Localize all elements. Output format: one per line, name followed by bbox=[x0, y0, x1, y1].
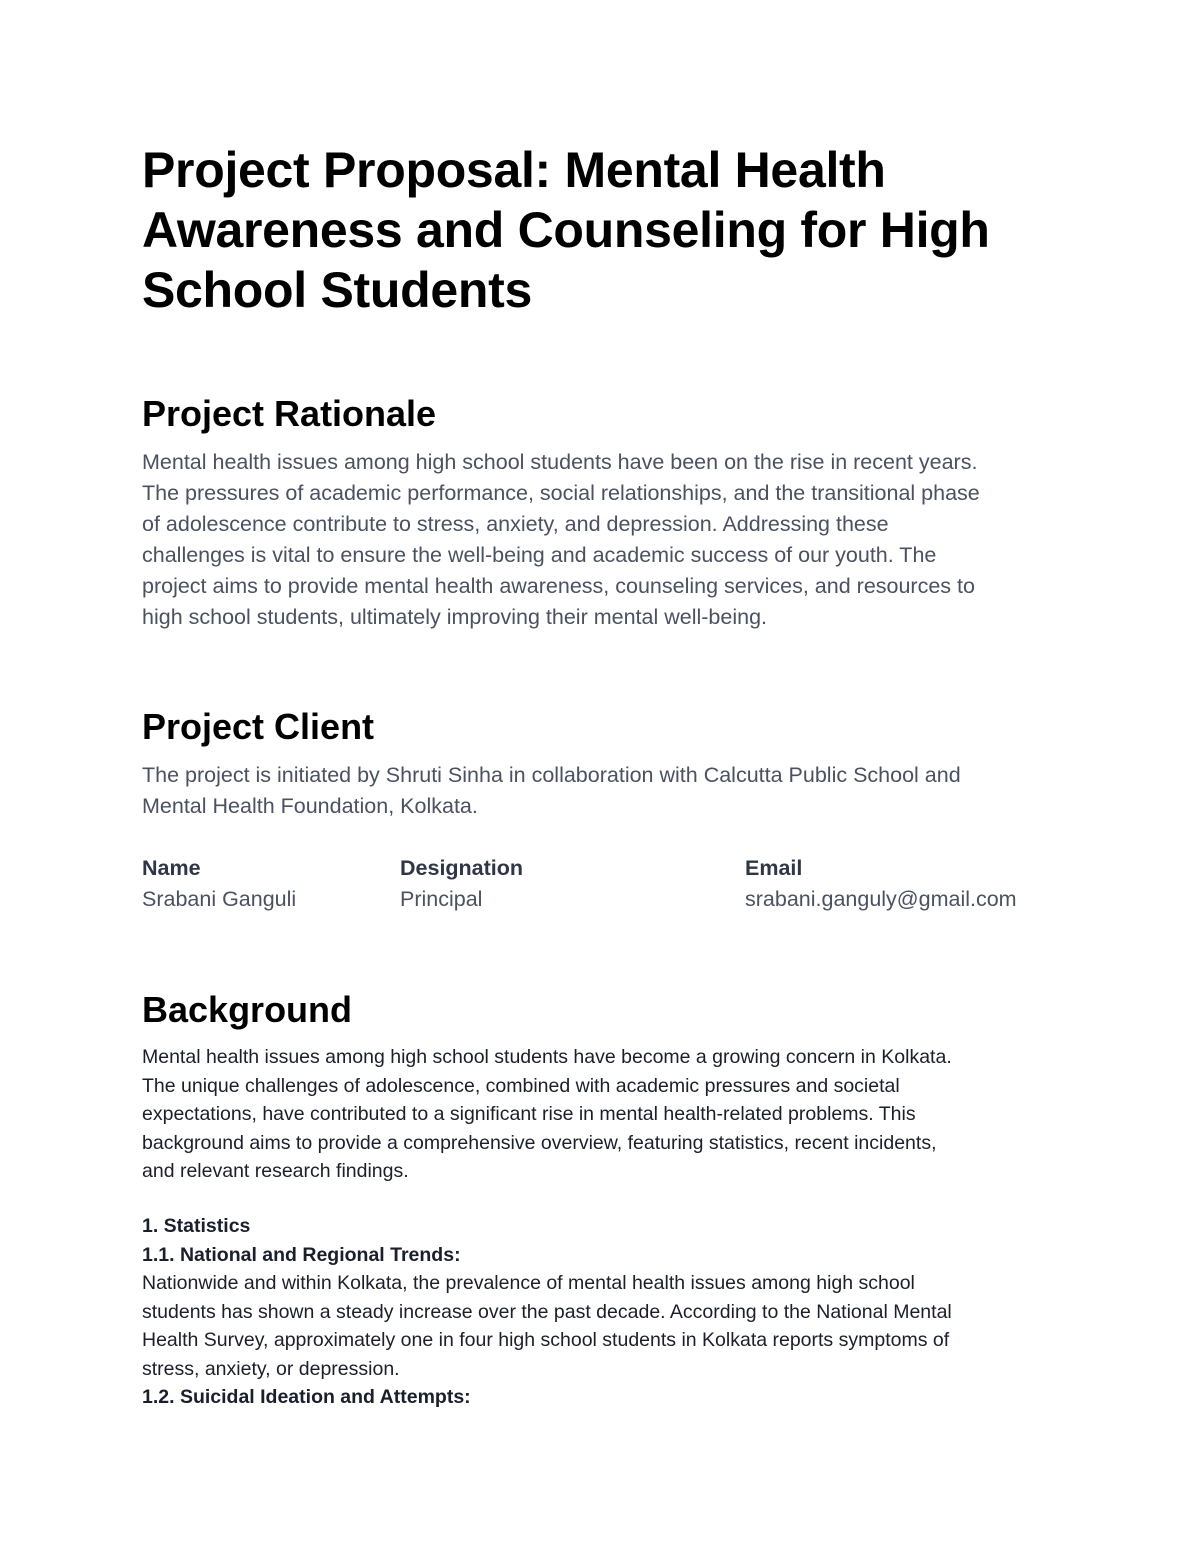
email-column bbox=[745, 853, 1017, 915]
rationale-paragraph bbox=[142, 447, 1072, 633]
paragraph-line: stress, anxiety, or depression. bbox=[142, 1357, 400, 1380]
statistics-section bbox=[142, 1212, 1072, 1412]
column-header: Email bbox=[745, 856, 803, 880]
paragraph-line: The pressures of academic performance, social relationships, and the transitional phase bbox=[142, 481, 980, 505]
paragraph-line: Mental health issues among high school students have been on the rise in recent years. bbox=[142, 450, 978, 474]
column-header: Designation bbox=[400, 856, 524, 880]
designation-column bbox=[400, 853, 523, 915]
rationale-heading: Project Rationale bbox=[142, 393, 437, 434]
section-heading: 1. Statistics bbox=[142, 1215, 251, 1237]
client-heading-block bbox=[142, 705, 1072, 749]
title-line: School Students bbox=[142, 262, 532, 318]
paragraph-line: high school students, ultimately improving their mental well-being. bbox=[142, 605, 768, 629]
column-header: Name bbox=[142, 856, 201, 880]
paragraph-line: The project is initiated by Shruti Sinha in collaboration with Calcutta Public School and bbox=[142, 763, 961, 787]
paragraph-line: Mental health issues among high school students have become a growing concern in Kolkata. bbox=[142, 1046, 952, 1068]
paragraph-line: The unique challenges of adolescence, combined with academic pressures and societal bbox=[142, 1074, 900, 1097]
title-line: Awareness and Counseling for High bbox=[142, 202, 990, 258]
paragraph-line: Health Survey, approximately one in four high school students in Kolkata reports symptoms of bbox=[142, 1329, 950, 1351]
email-link[interactable]: srabani.ganguly@gmail.com bbox=[745, 887, 1017, 911]
paragraph-line: of adolescence contribute to stress, anxiety, and depression. Addressing these bbox=[142, 512, 889, 536]
background-heading: Background bbox=[142, 989, 353, 1030]
background-heading-block bbox=[142, 988, 1072, 1032]
paragraph-line: students has shown a steady increase over the past decade. According to the National Mental bbox=[142, 1300, 952, 1323]
name-column bbox=[142, 853, 296, 915]
paragraph-line: Mental Health Foundation, Kolkata. bbox=[142, 794, 478, 818]
document-title bbox=[142, 140, 1072, 320]
table-cell: Principal bbox=[400, 887, 483, 911]
paragraph-line: challenges is vital to ensure the well-being and academic success of our youth. The bbox=[142, 543, 937, 567]
subsection-heading: 1.1. National and Regional Trends: bbox=[142, 1243, 461, 1266]
paragraph-line: background aims to provide a comprehensive overview, featuring statistics, recent incidents, bbox=[142, 1131, 937, 1154]
table-cell: Srabani Ganguli bbox=[142, 887, 297, 911]
paragraph-line: and relevant research findings. bbox=[142, 1160, 409, 1182]
paragraph-line: project aims to provide mental health awareness, counseling services, and resources to bbox=[142, 574, 975, 598]
client-heading: Project Client bbox=[142, 706, 375, 747]
paragraph-line: Nationwide and within Kolkata, the prevalence of mental health issues among high school bbox=[142, 1272, 915, 1294]
client-paragraph bbox=[142, 760, 1072, 822]
paragraph-line: expectations, have contributed to a significant rise in mental health-related problems. This bbox=[142, 1103, 916, 1125]
subsection-heading: 1.2. Suicidal Ideation and Attempts: bbox=[142, 1386, 471, 1408]
rationale-heading-block bbox=[142, 392, 1072, 436]
title-line: Project Proposal: Mental Health bbox=[142, 142, 886, 198]
background-paragraph bbox=[142, 1043, 1072, 1186]
